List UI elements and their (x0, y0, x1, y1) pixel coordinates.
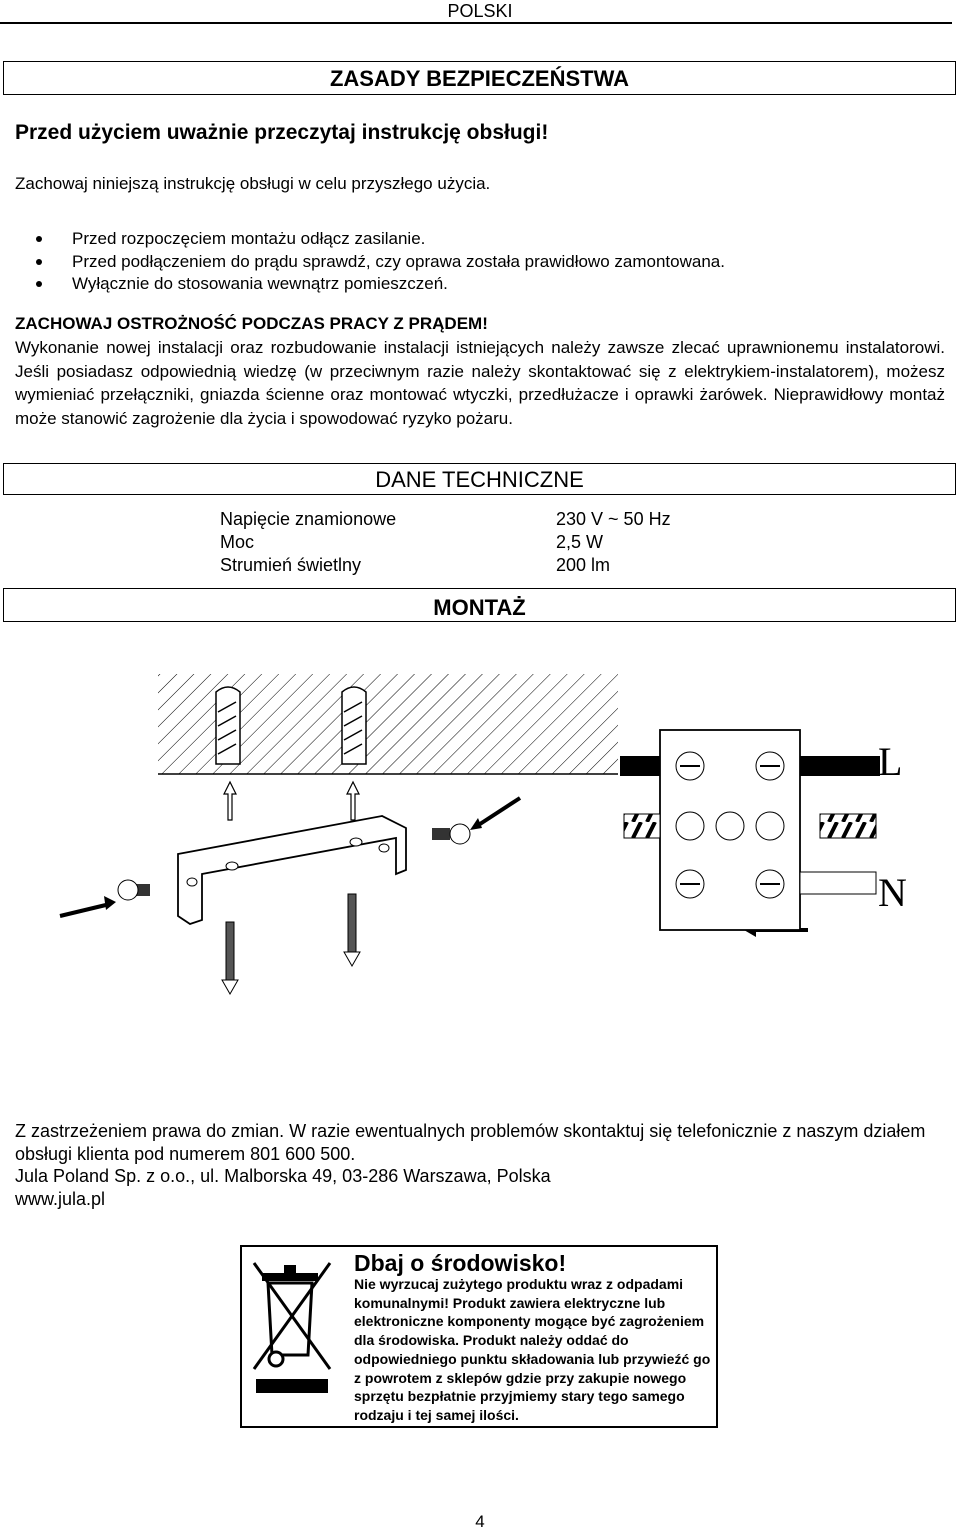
safety-heading-box (3, 61, 956, 95)
wall-plug-icon (342, 687, 366, 764)
mounting-heading: MONTAŻ (433, 595, 526, 620)
bullet-item (30, 273, 725, 296)
bullet-item (30, 228, 725, 251)
caution-body: Wykonanie nowej instalacji oraz rozbudowanie instalacji istniejących należy zawsze zlecać uprawnionemu instalatorowi. Jeśli posiadasz odpowiednią wiedzę (w przeciwnym razie należy skontaktować się z elektrykiem-instalatorem), możesz wymieniać przełączniki, gniazda ścienne oraz montować wtyczki, przedłużacze i oprawki żarówek. Nieprawidłowy montaż może stanowić zagrożenie dla życia i spowodować ryzyko pożaru. (15, 338, 945, 428)
footer-address: Jula Poland Sp. z o.o., ul. Malborska 49, 03-286 Warszawa, Polska (15, 1166, 551, 1186)
safety-bullet-list (30, 228, 725, 296)
technical-heading-box (3, 463, 956, 495)
mounting-heading-box (3, 588, 956, 622)
wall-plug-icon (216, 687, 240, 764)
safety-heading: ZASADY BEZPIECZEŃSTWA (329, 66, 630, 91)
spec-value-power: 2,5 W (556, 532, 604, 552)
spec-label-voltage: Napięcie znamionowe (220, 509, 397, 529)
bullet-text: Wyłącznie do stosowania wewnątrz pomieszczeń. (72, 274, 448, 293)
keep-instructions-text: Zachowaj niniejszą instrukcję obsługi w celu przyszłego użycia. (15, 174, 491, 193)
bullet-item (30, 251, 725, 274)
spec-value-luminous-flux: 200 lm (556, 555, 611, 575)
live-terminal-label: L (878, 739, 903, 784)
caution-title: ZACHOWAJ OSTROŻNOŚĆ PODCZAS PRACY Z PRĄDEM! (15, 314, 488, 333)
bullet-dot-icon (36, 281, 42, 287)
footer-website: www.jula.pl (15, 1188, 106, 1209)
neutral-terminal-label: N (878, 870, 907, 915)
bullet-dot-icon (36, 259, 42, 265)
mounting-diagram (0, 630, 960, 1100)
crossed-bin-icon (250, 1255, 336, 1405)
screw-icon (344, 894, 360, 966)
read-instructions-title: Przed użyciem uważnie przeczytaj instrukcję obsługi! (15, 121, 549, 144)
header-rule (0, 22, 952, 24)
bullet-text: Przed podłączeniem do prądu sprawdź, czy oprawa została prawidłowo zamontowana. (72, 251, 725, 271)
spec-label-power: Moc (220, 532, 255, 552)
bullet-dot-icon (36, 236, 42, 242)
screw-icon (222, 922, 238, 994)
language-label: POLSKI (447, 1, 513, 21)
bullet-text: Przed rozpoczęciem montażu odłącz zasilanie. (72, 229, 426, 248)
up-arrow-icon (224, 782, 359, 820)
page-number: 4 (475, 1512, 485, 1531)
terminal-block-icon (660, 730, 800, 930)
mounting-bracket-icon (178, 816, 406, 924)
spec-value-voltage: 230 V ~ 50 Hz (556, 509, 671, 529)
environment-title: Dbaj o środowisko! (354, 1250, 567, 1276)
environment-body: Nie wyrzucaj zużytego produktu wraz z odpadami komunalnymi! Produkt zawiera elektryczne lub elektroniczne komponenty mogące być zagrożeniem dla środowiska. Produkt należy oddać do odpowiedniego punktu składowania lub przywieźć go z powrotem z sklepów gdzie przy zakupie nowego sprzętu bezpłatnie przyjmiemy stary tego samego rodzaju i tej samej ilości. (354, 1276, 711, 1423)
environment-notice (240, 1245, 718, 1428)
technical-heading: DANE TECHNICZNE (375, 467, 584, 492)
spec-label-luminous-flux: Strumień świetlny (220, 555, 362, 575)
footer-disclaimer: Z zastrzeżeniem prawa do zmian. W razie ewentualnych problemów skontaktuj się telefonicznie z naszym działem obsługi klienta pod numerem 801 600 500. (15, 1121, 926, 1164)
footer-text (15, 1120, 950, 1210)
